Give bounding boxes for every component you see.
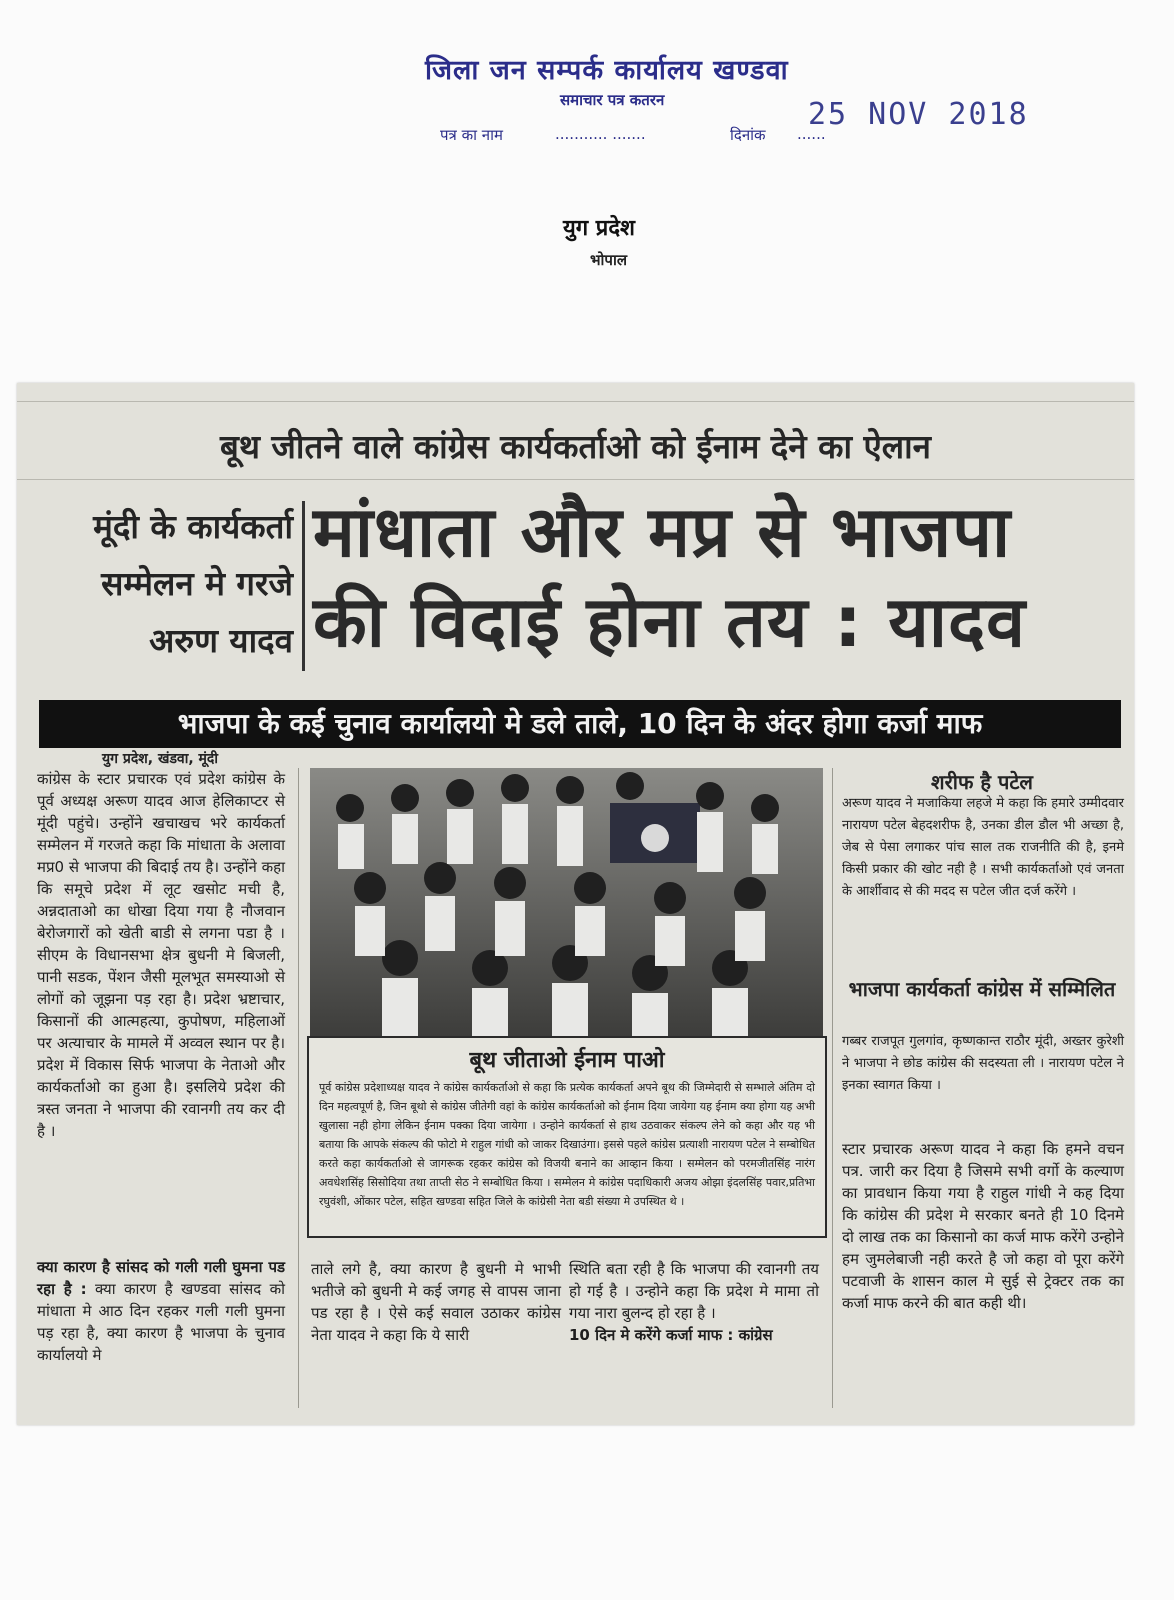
sidebar-body	[842, 1031, 1124, 1097]
kicker-headline: बूथ जीतने वाले कांग्रेस कार्यकर्ताओ को ईनाम देने का ऐलान	[220, 427, 931, 466]
newspaper-clipping	[17, 383, 1134, 1425]
rally-photo	[310, 768, 823, 1036]
date-stamp: 25 NOV 2018	[808, 97, 1029, 132]
date-label: दिनांक	[730, 126, 766, 144]
sidebar-heading: भाजपा कार्यकर्ता कांग्रेस में सम्मिलित	[848, 977, 1116, 1001]
article-column-2	[311, 1258, 561, 1346]
dateline: युग प्रदेश, खंडवा, मूंदी	[102, 751, 218, 767]
paper-name-label: पत्र का नाम	[440, 126, 503, 144]
boxed-story-title: बूथ जीताओ ईनाम पाओ	[469, 1048, 665, 1073]
body-text: कांग्रेस के स्टार प्रचारक एवं प्रदेश कांग्रेस के पूर्व अध्यक्ष अरूण यादव आज हेलिकाप्टर से मूंदी पहुंचे। उन्होंने खचाखच भरे कार्यकर्ता सम्मेलन में गरजते कहा कि मांधाता के अलावा मप्र0 से भाजपा की बिदाई तय है। उन्होंने कहा कि समूचे प्रदेश में लूट खसोट मची है, अन्नदाताओ का धोखा दिया गया है नौजवान बेरोजगारों को खेती बाडी से लगना पडा है । सीएम के विधानसभा क्षेत्र बुधनी मे बिजली, पानी सडक, पेंशन जैसी मूलभूत समस्याओ से लोगों को जूझना पड़ रहा है। प्रदेश भ्रष्टाचार, किसानों की आत्महत्या, कुपोषण, महिलाओं पर अत्याचार के मामले में अव्वल स्थान पर है। प्रदेश में विकास सिर्फ भाजपा के नेताओ और कार्यकर्ताओ का हुआ है। इसलिये प्रदेश की त्रस्त जनता ने भाजपा की रवानगी तय कर दी है ।	[37, 770, 285, 1140]
date-blank: ......	[797, 125, 826, 143]
side-headline-line: अरुण यादव	[149, 621, 293, 660]
divider	[17, 479, 1134, 480]
article-column-1	[37, 768, 285, 1142]
side-headline-line: मूंदी के कार्यकर्ता	[93, 507, 293, 546]
office-stamp-title: जिला जन सम्पर्क कार्यालय खण्डवा	[425, 55, 789, 86]
headline-divider	[302, 501, 305, 671]
newspaper-city: भोपाल	[590, 251, 628, 269]
sidebar-body	[842, 793, 1124, 903]
body-text: ताले लगे है, क्या कारण है बुधनी मे भाभी भतीजे को बुधनी मे कई जगह से वापस जाना पड रहा है । ऐसे कई सवाल उठाकर कांग्रेस नेता यादव ने कहा कि ये सारी	[311, 1260, 561, 1344]
column-rule	[298, 768, 299, 1408]
main-headline	[313, 487, 1123, 667]
banner-headline: भाजपा के कई चुनाव कार्यालयो मे डले ताले, 10 दिन के अंदर होगा कर्जा माफ	[39, 700, 1121, 748]
body-text: स्टार प्रचारक अरूण यादव ने कहा कि हमने वचन पत्र. जारी कर दिया है जिसमे सभी वर्गो के कल्याण का प्रावधान किया गया है राहुल गांधी ने कह दिया कि कांग्रेस की प्रदेश मे सरकार बनते ही 10 दिनमे दो लाख तक का किसानो का कर्ज माफ करेंगे उन्होने हम जुमलेबाजी नही करते है जो कहा वो पूरा करेंगे पटवाजी के शासन काल मे सुई से ट्रेक्टर तक का कर्जा माफ करने की बात कही थी।	[842, 1140, 1124, 1312]
body-text: स्थिति बता रही है कि भाजपा की रवानगी तय हो गई है । उन्होने कहा कि प्रदेश मे मामा तो गया नारा बुलन्द हो रहा है ।	[569, 1260, 819, 1322]
side-headline	[35, 498, 293, 669]
main-headline-line: मांधाता और मप्र से भाजपा	[313, 491, 1012, 573]
column-rule	[832, 768, 833, 1408]
side-headline-line: सम्मेलन मे गरजे	[101, 564, 293, 603]
body-text: गब्बर राजपूत गुलगांव, कृष्णकान्त राठौर मूंदी, अख्तर कुरेशी ने भाजपा ने छोड कांग्रेस की सदस्यता ली । नारायण पटेल ने इनका स्वागत किया ।	[842, 1034, 1124, 1093]
crowd-photo-image	[310, 768, 823, 1036]
main-headline-line: की विदाई होना तय : यादव	[313, 581, 1027, 663]
subheading: 10 दिन मे करेंगे कर्जा माफ : कांग्रेस	[569, 1326, 773, 1344]
article-column-1-continued	[37, 1256, 285, 1366]
newspaper-name: युग प्रदेश	[563, 216, 635, 241]
sidebar-heading: शरीफ है पटेल	[931, 770, 1033, 794]
article-column-4	[842, 1138, 1124, 1314]
boxed-story	[307, 1036, 827, 1238]
paper-name-blank: ........... .......	[555, 125, 646, 143]
subheading: क्या कारण है सांसद को गली गली घुमना पड रहा है :	[37, 1258, 285, 1298]
body-text: अरूण यादव ने मजाकिया लहजे मे कहा कि हमारे उम्मीदवार नारायण पटेल बेहदशरीफ है, उनका डील डौल भी अच्छा है, जेब से पेसा लगाकर पांच साल तक राजनीति की है, इनमे किसी प्रकार की खोट नही है । सभी कार्यकर्ताओ एवं जनता के आर्शीवाद से की मदद स पटेल जीत दर्ज करेंगे ।	[842, 796, 1124, 899]
body-text: क्या कारण है खण्डवा सांसद को मांधाता मे आठ दिन रहकर गली गली घुमना पड़ रहा है, क्या कारण है भाजपा के चुनाव कार्यालयो मे	[37, 1280, 285, 1364]
article-column-3	[569, 1258, 819, 1346]
divider	[17, 401, 1134, 402]
boxed-story-body: पूर्व कांग्रेस प्रदेशाध्यक्ष यादव ने कांग्रेस कार्यकर्ताओ से कहा कि प्रत्येक कार्यकर्ता अपने बूथ की जिम्मेदारी से सम्भाले अंतिम दो दिन महत्वपूर्ण है, जिन बूथो से कांग्रेस जीतेगी वहां के कांग्रेस कार्यकर्ताओ को ईनाम दिया जायेगा यह ईनाम क्या होगा यह अभी खुलासा नही होगा लेकिन ईनाम पक्का दिया जायेगा । उन्होने कार्यकर्ता से हाथ उठवाकर संकल्प लेने को कहा और यह भी बताया कि आपके संकल्प की फोटो मे राहुल गांधी को जाकर दिखाउंगा। इससे पहले कांग्रेस प्रत्याशी नारायण पटेल ने सम्बोधित करते कहा कार्यकर्ताओ से जागरूक रहकर कांग्रेस को विजयी बनाने का आव्हान किया । सम्मेलन को परमजीतसिंह नारंग अवधेशसिंह सिसोदिया तथा ताप्ती सेठ ने सम्बोधित किया । सम्मेलन मे कांग्रेस पदाधिकारी अजय ओझा इंदलसिंह पवार,प्रतिभा रघुवंशी, ओंकार पटेल, सहित खण्डवा सहित जिले के कांग्रेसी नेता बडी संख्या मे उपस्थित थे ।	[319, 1081, 815, 1208]
clipping-label: समाचार पत्र कतरन	[560, 91, 665, 109]
